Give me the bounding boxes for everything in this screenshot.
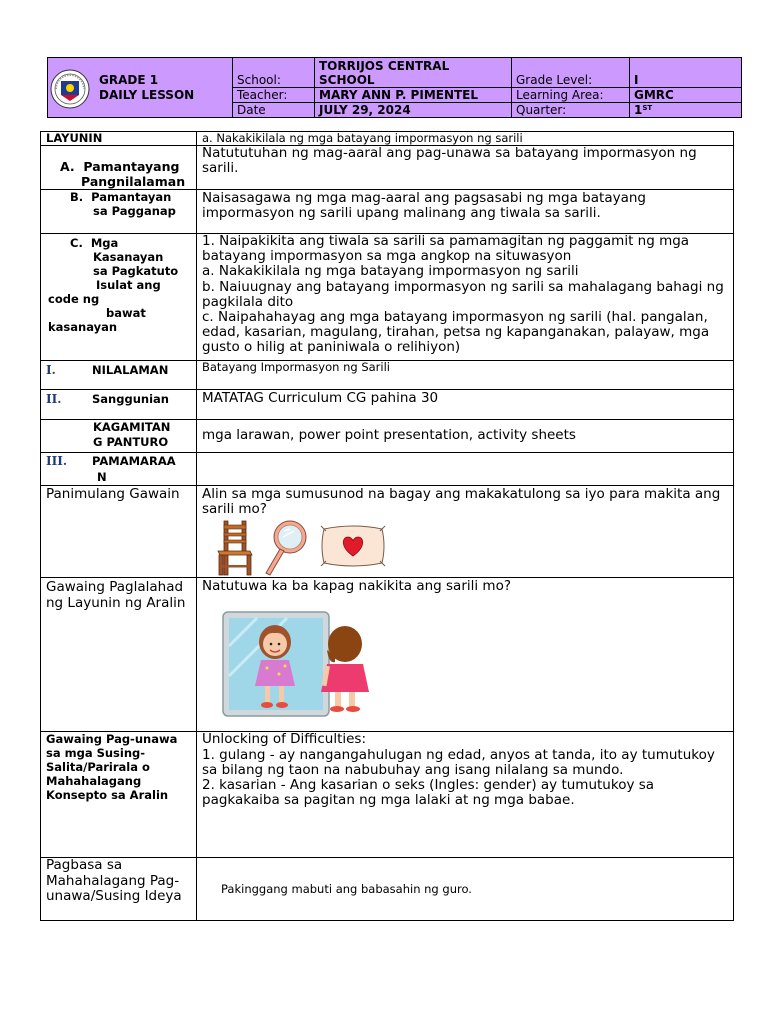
sanggunian-value: MATATAG Curriculum CG pahina 30 [197,390,734,420]
panimulang-gawain-value: Alin sa mga sumusunod na bagay ang makakatulong sa iyo para makita ang sarili mo? [197,486,734,578]
panimulang-gawain-label: Panimulang Gawain [41,486,197,578]
pamantayang-pangnilalaman-label: A. Pamantayang Pangnilalaman [41,146,197,190]
table-row [41,361,734,390]
pamamaraan-label: III. PAMAMARAA N [41,453,197,486]
table-row [41,578,734,732]
nilalaman-label: I. NILALAMAN [41,361,197,390]
date-value: JULY 29, 2024 [315,103,512,118]
pamantayan-sa-pagganap-label: B. Pamantayan sa Pagganap [41,190,197,234]
layunin-label: LAYUNIN [41,132,197,146]
table-row [41,390,734,420]
pamamaraan-value [197,453,734,486]
pamantayan-sa-pagganap-value: Naisasagawa ng mga mag-aaral ang pagsasabi ng mga batayang impormasyon ng sarili upang malinang ang tiwala sa sarili. [197,190,734,234]
grade-cell [48,58,233,118]
table-row [41,146,734,190]
table-row [41,132,734,146]
learning-area-label: Learning Area: [512,88,630,103]
pamantayang-pangnilalaman-value: Natututuhan ng mag-aaral ang pag-unawa sa batayang impormasyon ng sarili. [197,146,734,190]
teacher-value: MARY ANN P. PIMENTEL [315,88,512,103]
school-value: TORRIJOS CENTRAL SCHOOL [315,58,512,88]
paglalahad-label: Gawaing Paglalahad ng Layunin ng Aralin [41,578,197,732]
pag-unawa-label: Gawaing Pag-unawa sa mga Susing-Salita/Parirala o Mahahalagang Konsepto sa Aralin [41,732,197,858]
chair-icon [214,519,256,577]
quarter-value: 1ST [630,103,742,118]
table-row [41,420,734,453]
pagbasa-value: Pakinggang mabuti ang babasahin ng guro. [197,858,734,921]
lesson-header [47,57,741,117]
school-label: School: [233,58,315,88]
grade-level-label: Grade Level: [512,58,630,88]
grade-level-value: I [630,58,742,88]
sanggunian-label: II. Sanggunian [41,390,197,420]
deped-seal-icon [50,69,90,109]
hand-mirror-icon [260,519,310,577]
pagbasa-label: Pagbasa sa Mahahalagang Pag-unawa/Susing Ideya [41,858,197,921]
table-row [41,453,734,486]
table-row [41,234,734,361]
teacher-label: Teacher: [233,88,315,103]
date-label: Date [233,103,315,118]
quarter-label: Quarter: [512,103,630,118]
mga-kasanayan-label: C. Mga Kasanayan sa Pagkatuto Isulat ang code ng bawat kasanayan [41,234,197,361]
layunin-value: a. Nakakikilala ng mga batayang impormasyon ng sarili [197,132,734,146]
kagamitan-label: KAGAMITAN G PANTURO [41,420,197,453]
girl-in-mirror-illustration [217,606,387,718]
kagamitan-value: mga larawan, power point presentation, activity sheets [197,420,734,453]
nilalaman-value: Batayang Impormasyon ng Sarili [197,361,734,390]
heart-pillow-icon [318,523,388,569]
lesson-plan-table [40,131,734,921]
table-row [41,732,734,858]
pag-unawa-value: Unlocking of Difficulties: 1. gulang - ay nangangahulugan ng edad, anyos at tanda, ito ay tumutukoy sa bilang ng taon na nabubuhay ang isang nilalang sa mundo. 2. kasarian - Ang kasarian o seks (Ingles: gender) ay tumutukoy sa pagkakaiba sa pagitan ng mga lalaki at ng mga babae. [197,732,734,858]
table-row [41,858,734,921]
table-row [41,190,734,234]
daily-lesson-title: DAILY LESSON [99,88,195,102]
paglalahad-value: Natutuwa ka ba kapag nakikita ang sarili mo? [197,578,734,732]
grade-title: GRADE 1 [99,73,159,87]
table-row [41,486,734,578]
learning-area-value: GMRC [630,88,742,103]
mga-kasanayan-value: 1. Naipakikita ang tiwala sa sarili sa pamamagitan ng paggamit ng mga batayang impormasyon sa mga angkop na situwasyon a. Nakakikilala ng mga batayang impormasyon ng sarili b. Naiuugnay ang batayang impormasyon ng sarili sa mahalagang bahagi ng pagkilala dito c. Naipahahayag ang mga batayang impormasyon ng sarili (hal. pangalan, edad, kasarian, magulang, tirahan, petsa ng kapanganakan, palayaw, mga gusto o hilig at paniniwala o relihiyon) [197,234,734,361]
